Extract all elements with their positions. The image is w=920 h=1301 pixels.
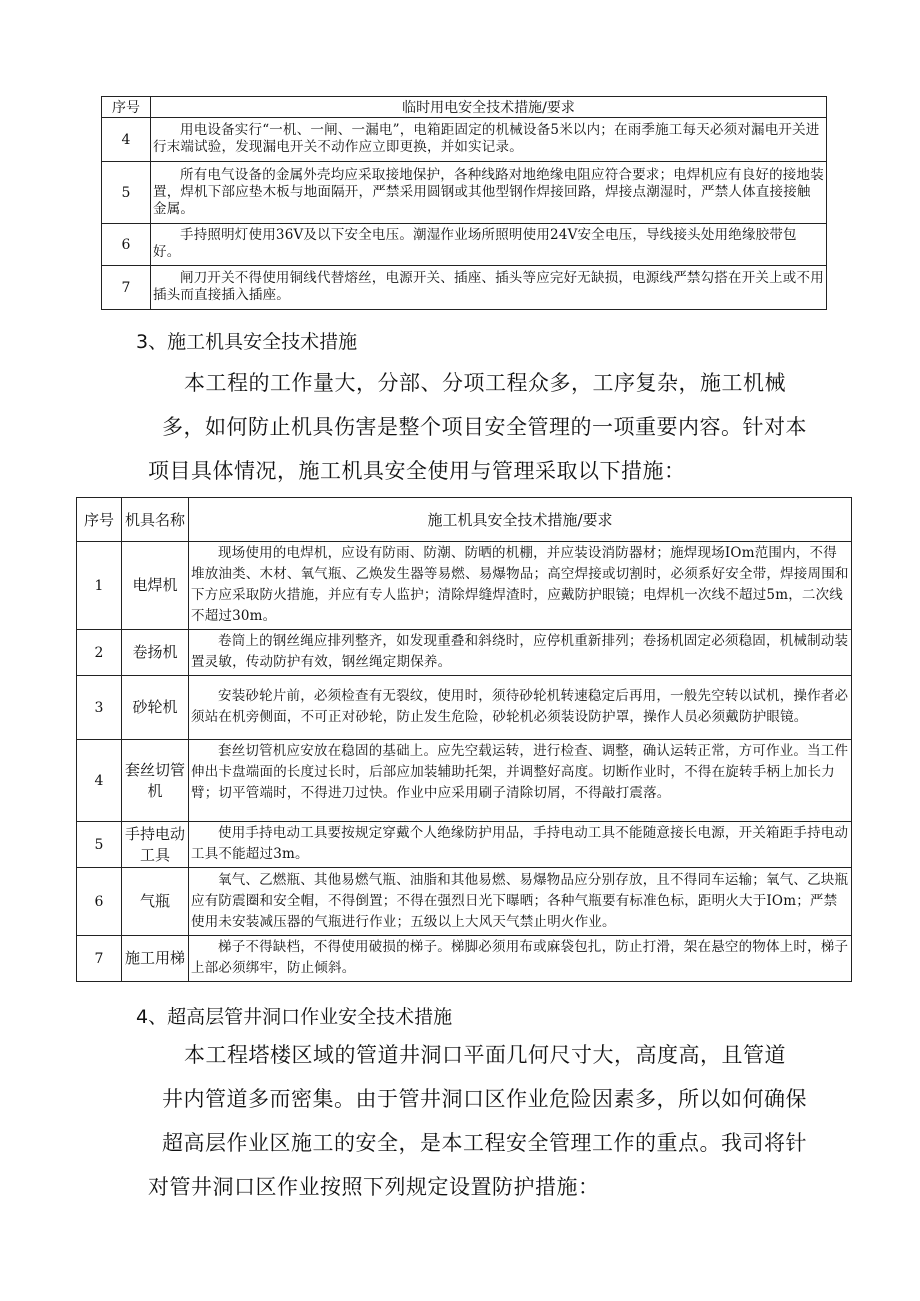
paragraph-line: 本工程的工作量大，分部、分项工程众多，工序复杂，施工机械: [184, 371, 786, 395]
row-name: 施工用梯: [122, 936, 189, 982]
row-num: 1: [77, 542, 122, 630]
row-num: 2: [77, 630, 122, 676]
table-row: [102, 162, 827, 224]
row-text: 现场使用的电焊机，应设有防雨、防潮、防晒的机棚，并应装设消防器材；施焊现场IOm范围内，不得堆放油类、木材、氧气瓶、乙焕发生器等易燃、易爆物品；高空焊接或切割时，必须系好安全带，焊接周围和下方应采取防火措施，并应有专人监护；清除焊缝焊渣时，应戴防护眼镜；电焊机一次线不超过5m，二次线不超过30m。: [189, 542, 852, 630]
row-num: 3: [77, 676, 122, 740]
table-row: [102, 266, 827, 310]
table-row: [77, 936, 852, 982]
row-text: 氧气、乙燃瓶、其他易燃气瓶、油脂和其他易燃、易爆物品应分别存放，且不得同车运输；氧气、乙块瓶应有防震圈和安全帽，不得倒置；不得在强烈日光下曝晒；各种气瓶要有标准色标，距明火大于IOm；严禁使用未安装减压器的气瓶进行作业；五级以上大风天气禁止明火作业。: [189, 868, 852, 936]
table-header-row: [77, 498, 852, 542]
table-row: [102, 118, 827, 162]
row-name: 砂轮机: [122, 676, 189, 740]
section4-paragraph: [148, 1033, 807, 1209]
row-text: 套丝切管机应安放在稳固的基础上。应先空载运转，进行检查、调整，确认运转正常，方可作业。当工件伸出卡盘端面的长度过长时，后部应加装辅助托架，并调整好高度。切断作业时，不得在旋转手柄上加长力臂；切平管端时，不得进刀过快。作业中应采用刷子清除切屑，不得敲打震落。: [189, 740, 852, 822]
header-num: 序号: [102, 97, 151, 118]
row-text: 所有电气设备的金属外壳均应采取接地保护，各种线路对地绝缘电阻应符合要求；电焊机应有良好的接地装置，焊机下部应垫木板与地面隔开，严禁采用圆钢或其他型钢作焊接回路，焊接点潮湿时，严禁人体直接接触金属。: [151, 162, 827, 224]
row-num: 4: [77, 740, 122, 822]
row-text: 使用手持电动工具要按规定穿戴个人绝缘防护用品，手持电动工具不能随意接长电源，开关箱距手持电动工具不能超过3m。: [189, 822, 852, 868]
temp-electricity-table: [101, 96, 827, 310]
paragraph-line: 对管井洞口区作业按照下列规定设置防护措施：: [148, 1175, 600, 1199]
row-num: 5: [77, 822, 122, 868]
row-num: 6: [77, 868, 122, 936]
table-row: [102, 224, 827, 266]
table-row: [77, 822, 852, 868]
table-row: [77, 868, 852, 936]
row-num: 4: [102, 118, 151, 162]
header-requirements: 施工机具安全技术措施/要求: [189, 498, 852, 542]
table-row: [77, 740, 852, 822]
paragraph-line: 井内管道多而密集。由于管井洞口区作业危险因素多，所以如何确保: [162, 1087, 807, 1111]
paragraph-line: 本工程塔楼区域的管道井洞口平面几何尺寸大，高度高，且管道: [184, 1043, 786, 1067]
table-row: [77, 542, 852, 630]
section3-heading: 3、施工机具安全技术措施: [136, 331, 358, 353]
row-num: 6: [102, 224, 151, 266]
section3-paragraph: [148, 361, 807, 493]
table-header-row: [102, 97, 827, 118]
row-text: 用电设备实行“一机、一闸、一漏电”，电箱距固定的机械设备5米以内；在雨季施工每天必须对漏电开关进行末端试验，发现漏电开关不动作应立即更换，并如实记录。: [151, 118, 827, 162]
table-row: [77, 676, 852, 740]
machinery-table: [76, 497, 852, 982]
row-name: 气瓶: [122, 868, 189, 936]
row-name: 卷扬机: [122, 630, 189, 676]
row-text: 卷筒上的钢丝绳应排列整齐，如发现重叠和斜绕时，应停机重新排列；卷扬机固定必须稳固，机械制动装置灵敏，传动防护有效，钢丝绳定期保养。: [189, 630, 852, 676]
paragraph-line: 超高层作业区施工的安全，是本工程安全管理工作的重点。我司将针: [162, 1131, 807, 1155]
row-num: 7: [102, 266, 151, 310]
row-num: 5: [102, 162, 151, 224]
table-row: [77, 630, 852, 676]
row-text: 梯子不得缺档，不得使用破损的梯子。梯脚必须用布或麻袋包扎，防止打滑，架在悬空的物体上时，梯子上部必须绑牢，防止倾斜。: [189, 936, 852, 982]
header-num: 序号: [77, 498, 122, 542]
row-text: 安装砂轮片前，必须检查有无裂纹，使用时，须待砂轮机转速稳定后再用，一般先空转以试机，操作者必须站在机旁侧面，不可正对砂轮，防止发生危险，砂轮机必须装设防护罩，操作人员必须戴防护眼镜。: [189, 676, 852, 740]
row-name: 套丝切管机: [122, 740, 189, 822]
row-num: 7: [77, 936, 122, 982]
section4-heading: 4、超高层管井洞口作业安全技术措施: [136, 1006, 453, 1028]
row-name: 电焊机: [122, 542, 189, 630]
paragraph-line: 项目具体情况，施工机具安全使用与管理采取以下措施：: [148, 459, 686, 483]
header-name: 机具名称: [122, 498, 189, 542]
header-requirements: 临时用电安全技术措施/要求: [151, 97, 827, 118]
row-name: 手持电动工具: [122, 822, 189, 868]
paragraph-line: 多，如何防止机具伤害是整个项目安全管理的一项重要内容。针对本: [162, 415, 807, 439]
row-text: 手持照明灯使用36V及以下安全电压。潮湿作业场所照明使用24V安全电压，导线接头处用绝缘胶带包好。: [151, 224, 827, 266]
row-text: 闸刀开关不得使用铜线代替熔丝，电源开关、插座、插头等应完好无缺损，电源线严禁勾搭在开关上或不用插头而直接插入插座。: [151, 266, 827, 310]
